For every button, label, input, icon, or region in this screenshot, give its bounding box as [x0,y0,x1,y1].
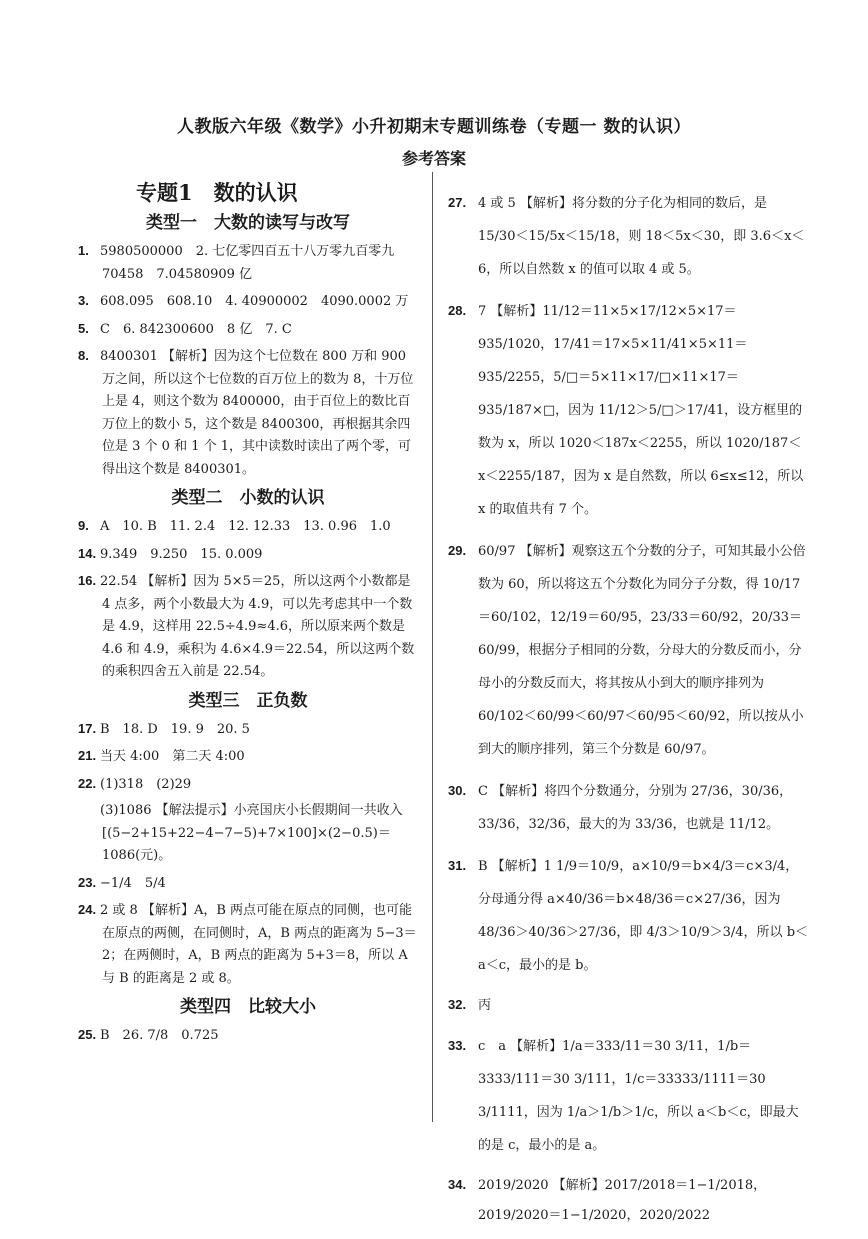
item-text: 4 或 5 【解析】将分数的分子化为相同的数后，是 15/30＜15/5x＜15/18，则 18＜5x＜30，即 3.6＜x＜6，所以自然数 x 的值可以取 4 或 5。 [478,196,805,277]
answer-item [78,515,418,539]
section-title: 专题1 数的认识 [136,180,298,205]
item-number: 25. [78,1027,97,1042]
answer-item [78,773,418,797]
item-number: 3. [78,293,89,308]
item-number: 21. [78,748,97,763]
answer-item [78,872,418,896]
answer-item [448,294,808,526]
item-text: B 【解析】1 1/9＝10/9，a×10/9＝b×4/3＝c×3/4，分母通分得 a×40/36＝b×48/36＝c×27/36，因为 48/36＞40/36＞27/36，即 4/3＞10/9＞3/4，所以 b＜a＜c，最小的是 b。 [478,859,809,973]
item-number: 22. [78,775,97,791]
answer-item [78,570,418,684]
item-text: 22.54 【解析】因为 5×5＝25，所以这两个小数都是 4 点多，两个小数最大为 4.9，可以先考虑其中一个数是 4.9，这样用 22.5÷4.9≈4.6，所以原来两个数是 4.6 和 4.9，乘积为 4.6×4.9＝22.54，所以这两个数的乘积四舍五入前是 22.54。 [100,574,415,679]
type-four-heading: 类型四 比较大小 [180,997,316,1017]
item-number: 31. [448,858,467,873]
item-text: −1/4 5/4 [100,875,166,891]
item-number: 5. [78,320,89,336]
item-text: 2 或 8 【解析】A，B 两点可能在原点的同侧，也可能在原点的两侧，在同侧时，A，B 两点的距离为 5−3＝2；在两侧时，A，B 两点的距离为 5+3＝8，所以 A 与 B 的距离是 2 或 8。 [100,903,417,986]
answer-item [78,745,418,769]
item-text: 2019/2020 【解析】2017/2018＝1−1/2018，2019/2020＝1−1/2020，2020/2022 [478,1178,767,1223]
type-three-heading: 类型三 正负数 [188,690,308,711]
right-column [448,186,808,1239]
document-title: 人教版六年级《数学》小升初期末专题训练卷（专题一 数的认识） [177,117,691,137]
item-text: (1)318 (2)29 [100,776,192,792]
item-number: 27. [448,195,467,210]
answer-key-heading: 参考答案 [401,149,466,168]
type-one-heading: 类型一 大数的读写与改写 [146,213,350,233]
item-text: 60/97 【解析】观察这五个分数的分子，可知其最小公倍数为 60，所以将这五个分数化为同分子分数，得 10/17＝60/102，12/19＝60/95，23/33＝60/92，20/33＝60/99，根据分子相同的分数，分母大的分数反而小，分母小的分数反而大，将其按从小到大的顺序排列为 60/102＜60/99＜60/97＜60/95＜60/92，所以按从小到大的顺序排列，第三个分数是 60/97。 [478,544,806,757]
column-divider [432,172,433,1122]
item-number: 14. [78,545,97,561]
answer-item [448,990,808,1021]
answer-item [78,345,418,481]
answer-item [78,240,418,286]
item-number: 17. [78,720,97,736]
answer-item [78,718,418,742]
item-text: 7 【解析】11/12＝11×5×17/12×5×17＝935/1020，17/41＝17×5×11/41×5×11＝935/2255，5/□＝5×11×17/□×11×17＝935/187×□，因为 11/12＞5/□＞17/41，设方框里的数为 x，所以 1020＜187x＜2255，所以 1020/187＜x＜2255/187，因为 x 是自然数，所以 6≤x≤12，所以 x 的取值共有 7 个。 [478,304,804,517]
item-text: B 26. 7/8 0.725 [100,1028,219,1043]
left-column [78,176,418,1052]
item-text: 当天 4:00 第二天 4:00 [100,749,245,764]
answer-item [448,186,808,286]
item-number: 29. [448,543,467,558]
item-number: 8. [78,348,89,363]
item-number: 24. [78,902,97,917]
item-text: C 【解析】将四个分数通分，分别为 27/36，30/36，33/36，32/36，最大的为 33/36，也就是 11/12。 [478,784,793,832]
item-number: 33. [448,1038,467,1053]
item-number: 1. [78,243,89,258]
answer-item [78,543,418,567]
item-text: 608.095 608.10 4. 40900002 4090.0002 万 [100,294,409,309]
item-text: B 18. D 19. 9 20. 5 [100,721,250,737]
item-text: 8400301 【解析】因为这个七位数在 800 万和 900 万之间，所以这个七位数的百万位上的数为 8，十万位上是 4，则这个数为 8400000，由于百位上的数比百万位上的数小 5，这个数是 8400300，再根据其余四位是 3 个 0 和 1 个 1，其中读数时读出了两个零，可得出这个数是 8400301。 [100,349,414,477]
item-text: C 6. 842300600 8 亿 7. C [100,321,292,337]
item-text: A 10. B 11. 2.4 12. 12.33 13. 0.96 1.0 [100,519,391,534]
answer-item [448,1170,808,1231]
answer-item [78,290,418,314]
answer-item [78,800,418,868]
item-number: 34. [448,1177,467,1192]
item-text: (3)1086 【解法提示】小亮国庆小长假期间一共收入[(5−2+15+22−4−7−5)+7×100]×(2−0.5)＝1086(元)。 [100,803,403,863]
answer-item [78,1024,418,1048]
item-number: 30. [448,783,467,798]
item-number: 16. [78,573,97,588]
answer-item [448,1029,808,1162]
item-number: 9. [78,518,89,533]
type-two-heading: 类型二 小数的认识 [171,488,325,508]
item-number: 28. [448,303,467,318]
item-text: 丙 [478,998,492,1013]
answer-item [78,899,418,990]
item-text: c a 【解析】1/a＝333/11＝30 3/11，1/b＝3333/111＝30 3/111，1/c＝33333/1111＝30 3/1111，因为 1/a＞1/b＞1/c，所以 a＜b＜c，即最大的是 c，最小的是 a。 [478,1039,799,1153]
item-number: 23. [78,874,97,890]
answer-item [448,534,808,766]
item-text: 5980500000 2. 七亿零四百五十八万零九百零九 70458 7.04580909 亿 [100,244,395,282]
answer-item [448,849,808,982]
item-text: 9.349 9.250 15. 0.009 [100,546,263,562]
answer-item [78,318,418,342]
answer-item [448,774,808,841]
item-number: 32. [448,997,467,1012]
